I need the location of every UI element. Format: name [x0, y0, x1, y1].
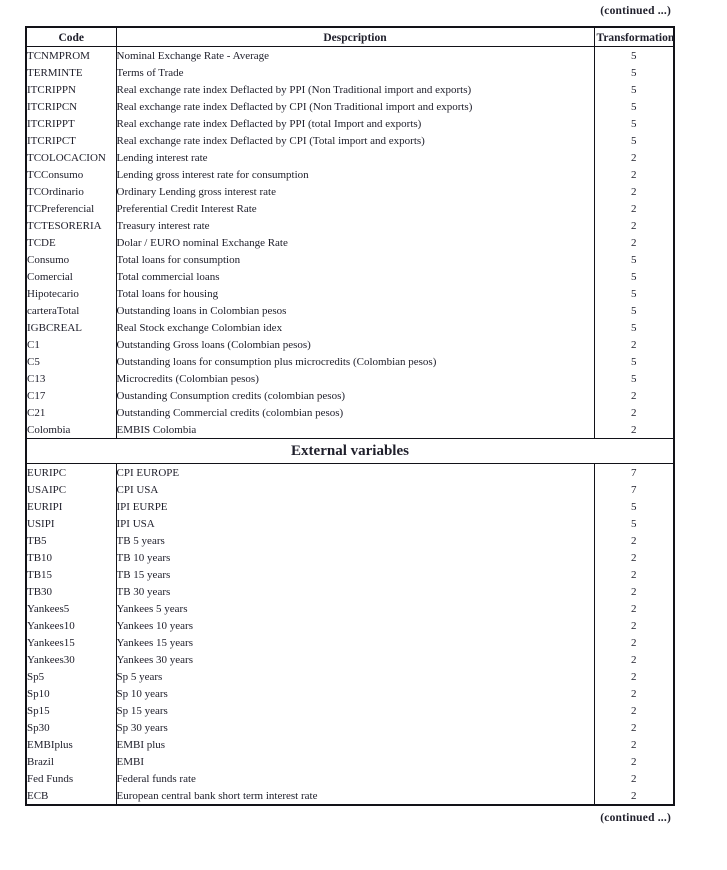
table-row — [26, 319, 674, 336]
description-cell: Outstanding Gross loans (Colombian pesos) — [116, 336, 594, 353]
code-cell: C21 — [26, 404, 116, 421]
description-cell: Federal funds rate — [116, 770, 594, 787]
transformation-cell: 2 — [631, 738, 637, 751]
description-cell: Total loans for consumption — [116, 251, 594, 268]
transformation-cell: 2 — [631, 772, 637, 785]
transformation-cell: 2 — [631, 721, 637, 734]
code-cell: ITCRIPCN — [26, 98, 116, 115]
table-row — [26, 651, 674, 668]
description-cell: Outstanding loans in Colombian pesos — [116, 302, 594, 319]
continued-note-bottom: (continued ...) — [600, 812, 671, 824]
table-row — [26, 183, 674, 200]
description-cell: Yankees 5 years — [116, 600, 594, 617]
transformation-cell: 2 — [631, 236, 637, 249]
table-row — [26, 115, 674, 132]
code-cell: ITCRIPCT — [26, 132, 116, 149]
transformation-cell: 2 — [631, 534, 637, 547]
transformation-cell: 2 — [631, 585, 637, 598]
description-cell: Lending gross interest rate for consumption — [116, 166, 594, 183]
transformation-cell: 2 — [631, 168, 637, 181]
transformation-cell: 5 — [631, 270, 637, 283]
description-cell: Lending interest rate — [116, 149, 594, 166]
table-row — [26, 668, 674, 685]
code-cell: EURIPI — [26, 498, 116, 515]
table-row — [26, 421, 674, 439]
code-cell: TCOLOCACION — [26, 149, 116, 166]
code-cell: Comercial — [26, 268, 116, 285]
code-cell: C17 — [26, 387, 116, 404]
code-cell: TCOrdinario — [26, 183, 116, 200]
description-cell: EMBI plus — [116, 736, 594, 753]
transformation-cell: 2 — [631, 185, 637, 198]
description-cell: Microcredits (Colombian pesos) — [116, 370, 594, 387]
transformation-cell: 2 — [631, 151, 637, 164]
column-header-description: Despcription — [116, 27, 594, 47]
table-row — [26, 736, 674, 753]
transformation-cell: 2 — [631, 219, 637, 232]
transformation-cell: 2 — [631, 423, 637, 436]
description-cell: Sp 10 years — [116, 685, 594, 702]
transformation-cell: 5 — [631, 49, 637, 62]
table-row — [26, 549, 674, 566]
transformation-cell: 2 — [631, 568, 637, 581]
table-row — [26, 634, 674, 651]
code-cell: EURIPC — [26, 464, 116, 482]
description-cell: Sp 5 years — [116, 668, 594, 685]
description-cell: Yankees 15 years — [116, 634, 594, 651]
description-cell: Total commercial loans — [116, 268, 594, 285]
transformation-cell: 2 — [631, 755, 637, 768]
description-cell: Sp 30 years — [116, 719, 594, 736]
transformation-cell: 2 — [631, 602, 637, 615]
transformation-cell: 2 — [631, 636, 637, 649]
description-cell: TB 10 years — [116, 549, 594, 566]
table-row — [26, 251, 674, 268]
table-row — [26, 464, 674, 482]
variables-table — [25, 26, 675, 806]
code-cell: Colombia — [26, 421, 116, 439]
description-cell: IPI EURPE — [116, 498, 594, 515]
code-cell: Brazil — [26, 753, 116, 770]
table-row — [26, 353, 674, 370]
table-row — [26, 617, 674, 634]
transformation-cell: 5 — [631, 355, 637, 368]
table-row — [26, 132, 674, 149]
code-cell: Sp30 — [26, 719, 116, 736]
table-row — [26, 370, 674, 387]
transformation-cell: 2 — [631, 406, 637, 419]
section-divider — [26, 439, 674, 464]
table-row — [26, 600, 674, 617]
code-cell: IGBCREAL — [26, 319, 116, 336]
table-row — [26, 234, 674, 251]
description-cell: Real exchange rate index Deflacted by PPI (total Import and exports) — [116, 115, 594, 132]
table-row — [26, 336, 674, 353]
transformation-cell: 2 — [631, 619, 637, 632]
code-cell: C1 — [26, 336, 116, 353]
table-header-row — [26, 27, 674, 47]
description-cell: Outstanding loans for consumption plus microcredits (Colombian pesos) — [116, 353, 594, 370]
description-cell: CPI EUROPE — [116, 464, 594, 482]
transformation-cell: 5 — [631, 83, 637, 96]
transformation-cell: 2 — [631, 551, 637, 564]
transformation-cell: 5 — [631, 117, 637, 130]
column-header-code: Code — [26, 27, 116, 47]
description-cell: Real exchange rate index Deflacted by CPI (Total import and exports) — [116, 132, 594, 149]
code-cell: C5 — [26, 353, 116, 370]
code-cell: TCDE — [26, 234, 116, 251]
code-cell: Sp5 — [26, 668, 116, 685]
table-row — [26, 532, 674, 549]
code-cell: TB5 — [26, 532, 116, 549]
description-cell: Real Stock exchange Colombian idex — [116, 319, 594, 336]
description-cell: IPI USA — [116, 515, 594, 532]
code-cell: Sp10 — [26, 685, 116, 702]
description-cell: Outstanding Commercial credits (colombian pesos) — [116, 404, 594, 421]
code-cell: TCTESORERIA — [26, 217, 116, 234]
table-row — [26, 719, 674, 736]
code-cell: Yankees10 — [26, 617, 116, 634]
description-cell: Preferential Credit Interest Rate — [116, 200, 594, 217]
code-cell: TERMINTE — [26, 64, 116, 81]
code-cell: ITCRIPPN — [26, 81, 116, 98]
table-row — [26, 64, 674, 81]
table-row — [26, 498, 674, 515]
transformation-cell: 2 — [631, 670, 637, 683]
table-row — [26, 47, 674, 65]
code-cell: carteraTotal — [26, 302, 116, 319]
section-title-external-variables: External variables — [26, 439, 674, 464]
table-row — [26, 285, 674, 302]
description-cell: TB 15 years — [116, 566, 594, 583]
transformation-cell: 2 — [631, 389, 637, 402]
table-row — [26, 268, 674, 285]
description-cell: Yankees 30 years — [116, 651, 594, 668]
table-row — [26, 149, 674, 166]
transformation-cell: 5 — [631, 253, 637, 266]
description-cell: Real exchange rate index Deflacted by CPI (Non Traditional import and exports) — [116, 98, 594, 115]
code-cell: Hipotecario — [26, 285, 116, 302]
table-row — [26, 685, 674, 702]
table-row — [26, 702, 674, 719]
table-row — [26, 98, 674, 115]
description-cell: Nominal Exchange Rate - Average — [116, 47, 594, 65]
transformation-cell: 5 — [631, 287, 637, 300]
table-row — [26, 200, 674, 217]
code-cell: Yankees5 — [26, 600, 116, 617]
description-cell: Treasury interest rate — [116, 217, 594, 234]
description-cell: Yankees 10 years — [116, 617, 594, 634]
code-cell: ITCRIPPT — [26, 115, 116, 132]
transformation-cell: 5 — [631, 134, 637, 147]
transformation-cell: 7 — [631, 483, 637, 496]
description-cell: TB 5 years — [116, 532, 594, 549]
transformation-cell: 5 — [631, 500, 637, 513]
code-cell: EMBIplus — [26, 736, 116, 753]
table-row — [26, 770, 674, 787]
transformation-cell: 2 — [631, 202, 637, 215]
code-cell: TB15 — [26, 566, 116, 583]
description-cell: TB 30 years — [116, 583, 594, 600]
table-row — [26, 81, 674, 98]
code-cell: TCNMPROM — [26, 47, 116, 65]
transformation-cell: 2 — [631, 338, 637, 351]
description-cell: CPI USA — [116, 481, 594, 498]
code-cell: TCConsumo — [26, 166, 116, 183]
table-row — [26, 787, 674, 805]
domestic-variables-section — [26, 47, 674, 439]
transformation-cell: 2 — [631, 687, 637, 700]
transformation-cell: 2 — [631, 653, 637, 666]
code-cell: Yankees15 — [26, 634, 116, 651]
transformation-cell: 7 — [631, 466, 637, 479]
transformation-cell: 2 — [631, 704, 637, 717]
description-cell: Real exchange rate index Deflacted by PPI (Non Traditional import and exports) — [116, 81, 594, 98]
column-header-transformation: Transformation — [594, 27, 674, 47]
code-cell: TB10 — [26, 549, 116, 566]
description-cell: Total loans for housing — [116, 285, 594, 302]
code-cell: Yankees30 — [26, 651, 116, 668]
table-row — [26, 217, 674, 234]
external-variables-section — [26, 464, 674, 806]
table-row — [26, 566, 674, 583]
transformation-cell: 5 — [631, 100, 637, 113]
code-cell: Fed Funds — [26, 770, 116, 787]
table-row — [26, 481, 674, 498]
transformation-cell: 2 — [631, 789, 637, 802]
description-cell: Dolar / EURO nominal Exchange Rate — [116, 234, 594, 251]
code-cell: TB30 — [26, 583, 116, 600]
transformation-cell: 5 — [631, 66, 637, 79]
table-row — [26, 753, 674, 770]
table-row — [26, 387, 674, 404]
code-cell: C13 — [26, 370, 116, 387]
description-cell: Ordinary Lending gross interest rate — [116, 183, 594, 200]
transformation-cell: 5 — [631, 517, 637, 530]
description-cell: Sp 15 years — [116, 702, 594, 719]
continued-note-top: (continued ...) — [600, 5, 671, 17]
table-row — [26, 166, 674, 183]
table-row — [26, 404, 674, 421]
description-cell: EMBIS Colombia — [116, 421, 594, 439]
code-cell: USIPI — [26, 515, 116, 532]
description-cell: Terms of Trade — [116, 64, 594, 81]
description-cell: Oustanding Consumption credits (colombian pesos) — [116, 387, 594, 404]
description-cell: European central bank short term interest rate — [116, 787, 594, 805]
transformation-cell: 5 — [631, 372, 637, 385]
code-cell: USAIPC — [26, 481, 116, 498]
code-cell: Sp15 — [26, 702, 116, 719]
table-row — [26, 302, 674, 319]
code-cell: TCPreferencial — [26, 200, 116, 217]
description-cell: EMBI — [116, 753, 594, 770]
table-row — [26, 515, 674, 532]
transformation-cell: 5 — [631, 321, 637, 334]
code-cell: ECB — [26, 787, 116, 805]
table-row — [26, 583, 674, 600]
code-cell: Consumo — [26, 251, 116, 268]
transformation-cell: 5 — [631, 304, 637, 317]
